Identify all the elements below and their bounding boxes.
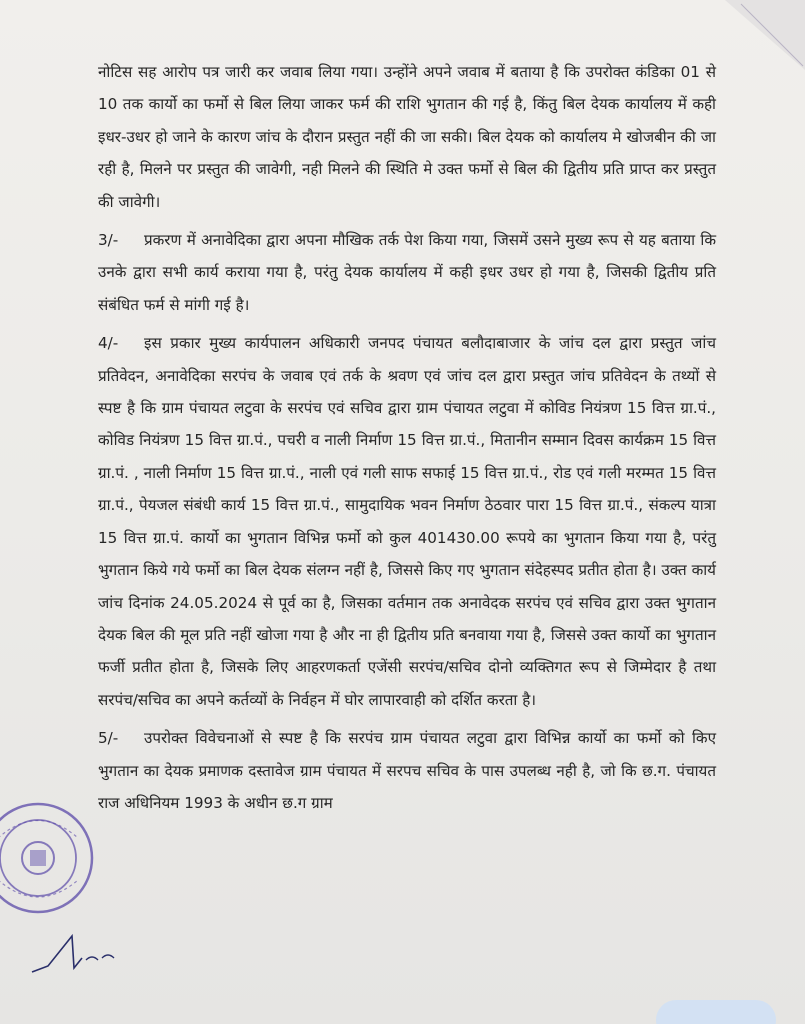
paragraph-number: 3/- xyxy=(98,231,119,250)
paragraph-text: प्रकरण में अनावेदिका द्वारा अपना मौखिक तर्क पेश किया गया, जिसमें उसने मुख्य रूप से यह बताया कि उनके द्वारा सभी कार्य कराया गया है, परंतु देयक कार्यालय में कही इधर उधर हो गया है, जिसकी द्वितीय प्रति संबंधित फर्म से मांगी गई है। xyxy=(98,231,716,314)
paragraph-5 xyxy=(98,722,716,819)
document-body xyxy=(98,56,716,819)
paragraph-text: इस प्रकार मुख्य कार्यपालन अधिकारी जनपद पंचायत बलौदाबाजार के जांच दल द्वारा प्रस्तुत जांच प्रतिवेदन, अनावेदिका सरपंच के जवाब एवं तर्क के श्रवण एवं जांच दल द्वारा प्रस्तुत जांच प्रतिवेदन के तथ्यों से स्पष्ट है कि ग्राम पंचायत लटुवा के सरपंच एवं सचिव द्वारा ग्राम पंचायत लटुवा में कोविड नियंत्रण 15 वित्त ग्रा.पं., कोविड नियंत्रण 15 वित्त ग्रा.पं., पचरी व नाली निर्माण 15 वित्त ग्रा.पं., मितानीन सम्मान दिवस कार्यक्रम 15 वित्त ग्रा.पं. , नाली निर्माण 15 वित्त ग्रा.पं., नाली एवं गली साफ सफाई 15 वित्त ग्रा.पं., रोड एवं गली मरम्मत 15 वित्त ग्रा.पं., पेयजल संबंधी कार्य 15 वित्त ग्रा.पं., सामुदायिक भवन निर्माण ठेठवार पारा 15 वित्त ग्रा.पं., संकल्प यात्रा 15 वित्त ग्रा.पं. कार्यो का भुगतान विभिन्न फर्मो को कुल 401430.00 रूपये का भुगतान किया गया है, परंतु भुगतान किये गये फर्मो का बिल देयक संलग्न नहीं है, जिससे किए गए भुगतान संदेहस्पद प्रतीत होता है। उक्त कार्य जांच दिनांक 24.05.2024 से पूर्व का है, जिसका वर्तमान तक अनावेदक सरपंच एवं सचिव द्वारा उक्त भुगतान देयक बिल की मूल प्रति नहीं खोजा गया है और ना ही द्वितीय प्रति बनवाया गया है, जिससे उक्त कार्यो का भुगतान फर्जी प्रतीत होता है, जिसके लिए आहरणकर्ता एजेंसी सरपंच/सचिव दोनो व्यक्तिगत रूप से जिम्मेदार है तथा सरपंच/सचिव का अपने कर्तव्यों के निर्वहन में घोर लापारवाही को दर्शित करता है। xyxy=(98,334,716,709)
signature xyxy=(28,928,138,988)
overlay-button-partial xyxy=(656,1000,776,1024)
paragraph-2-continued xyxy=(98,56,716,218)
paragraph-number: 4/- xyxy=(98,334,119,353)
paragraph-3 xyxy=(98,224,716,321)
paragraph-text: उपरोक्त विवेचनाओं से स्पष्ट है कि सरपंच ग्राम पंचायत लटुवा द्वारा विभिन्न कार्यो का फर्मो को किए भुगतान का देयक प्रमाणक दस्तावेज ग्राम पंचायत में सरपच सचिव के पास उपलब्ध नही है, जो कि छ.ग. पंचायत राज अधिनियम 1993 के अधीन छ.ग ग्राम xyxy=(98,729,716,812)
paragraph-number: 5/- xyxy=(98,729,119,748)
paragraph-text: नोटिस सह आरोप पत्र जारी कर जवाब लिया गया। उन्होंने अपने जवाब में बताया है कि उपरोक्त कंडिका 01 से 10 तक कार्यो का फर्मो से बिल लिया जाकर फर्म की राशि भुगतान की गई है, किंतु बिल देयक कार्यालय में कही इधर-उधर हो जाने के कारण जांच के दौरान प्रस्तुत नहीं की जा सकी। बिल देयक को कार्यालय मे खोजबीन की जा रही है, मिलने पर प्रस्तुत की जावेगी, नही मिलने की स्थिति मे उक्त फर्मो से बिल की द्वितीय प्रति प्राप्त कर प्रस्तुत की जावेगी। xyxy=(98,63,716,211)
paragraph-4 xyxy=(98,327,716,716)
official-seal-stamp xyxy=(0,798,98,918)
